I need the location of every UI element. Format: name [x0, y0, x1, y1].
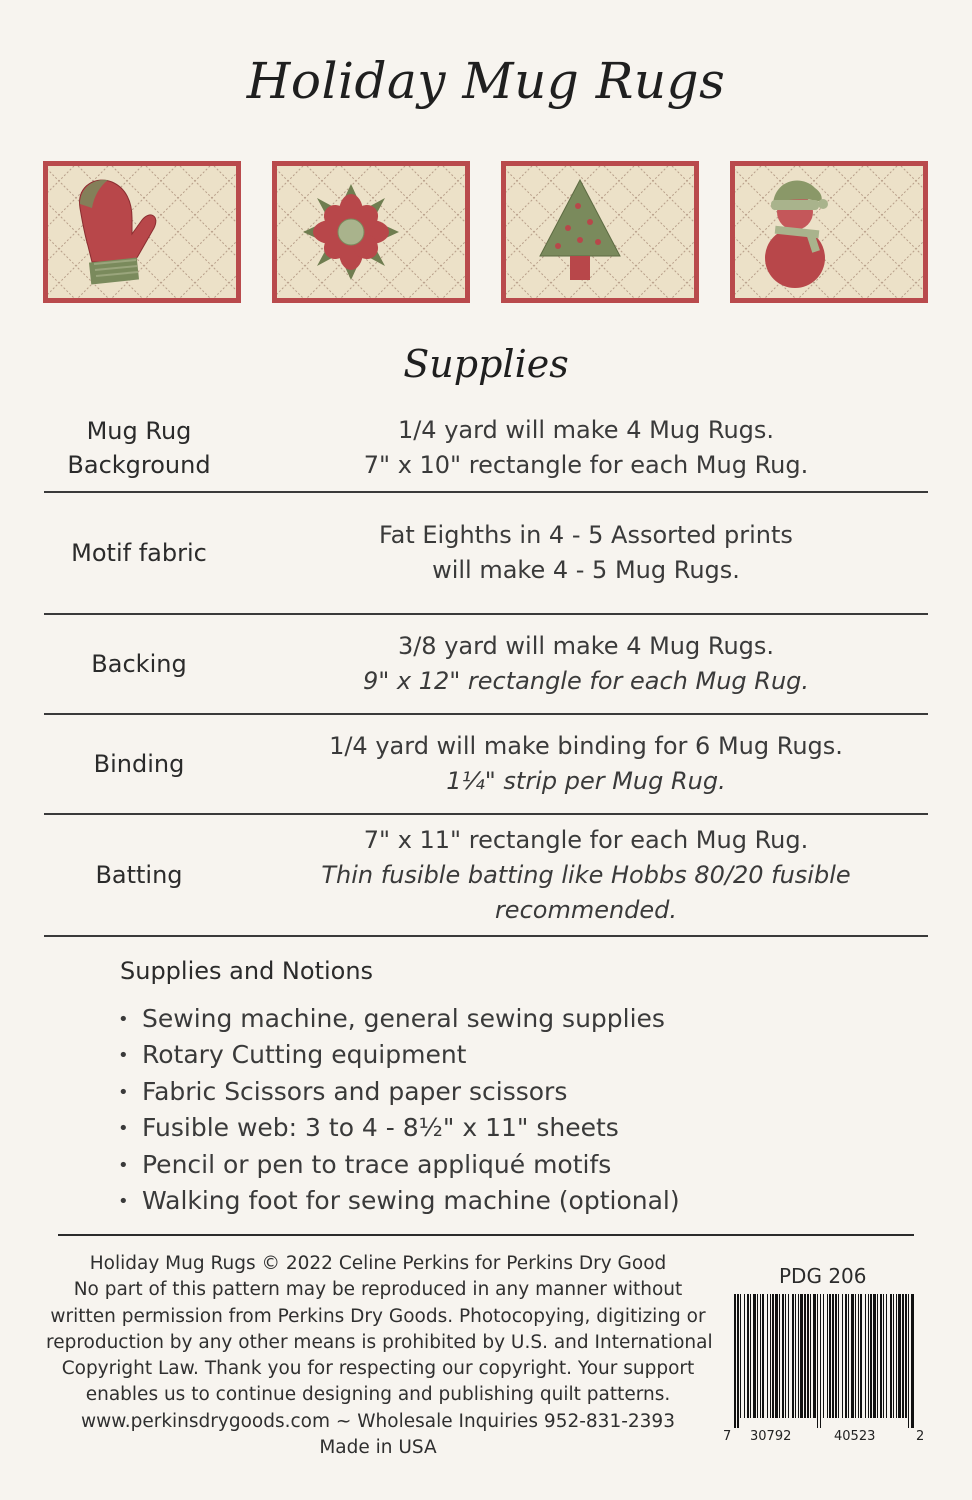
- barcode-digit-1: 30792: [750, 1429, 792, 1444]
- supply-row-backing: [44, 615, 928, 715]
- snowman-icon: [735, 166, 923, 298]
- supply-description: 3/8 yard will make 4 Mug Rugs. 9" x 12" rectangle for each Mug Rug.: [362, 632, 810, 695]
- poinsettia-mug-rug: [272, 161, 470, 303]
- supply-row-motif: [44, 493, 928, 615]
- list-item: • Sewing machine, general sewing supplies: [118, 1001, 680, 1037]
- barcode-digit-2: 40523: [834, 1429, 876, 1444]
- bullet-icon: •: [118, 1009, 129, 1030]
- list-item: • Fabric Scissors and paper scissors: [118, 1074, 680, 1110]
- barcode: [720, 1292, 925, 1446]
- supply-row-background: [44, 405, 928, 493]
- mitten-icon: [48, 166, 236, 298]
- list-item: • Fusible web: 3 to 4 - 8½" x 11" sheets: [118, 1110, 680, 1146]
- bullet-icon: •: [118, 1118, 129, 1140]
- supply-label: Mug Rug Background: [67, 417, 211, 479]
- supply-label: Motif fabric: [71, 539, 207, 567]
- notions-list: [118, 1001, 680, 1219]
- bullet-icon: •: [118, 1081, 129, 1103]
- snowman-mug-rug: [730, 161, 928, 303]
- supplies-heading: Supplies: [403, 342, 569, 386]
- bullet-icon: •: [118, 1191, 129, 1213]
- footer-divider: [58, 1234, 914, 1236]
- supply-row-binding: [44, 715, 928, 815]
- supply-description: Fat Eighths in 4 - 5 Assorted prints will make 4 - 5 Mug Rugs.: [379, 521, 793, 584]
- supply-label: Batting: [95, 861, 183, 889]
- list-item: • Pencil or pen to trace appliqué motifs: [118, 1147, 680, 1183]
- tree-mug-rug: [501, 161, 699, 303]
- barcode-icon: [720, 1292, 925, 1446]
- page-title: Holiday Mug Rugs: [246, 52, 726, 110]
- poinsettia-icon: [277, 166, 465, 298]
- list-item: • Rotary Cutting equipment: [118, 1037, 680, 1073]
- copyright-notice: Holiday Mug Rugs © 2022 Celine Perkins for Perkins Dry Good No part of this pattern may be reproduced in any manner without written permission from Perkins Dry Goods. Photocopying, digitizing or reproduction by any other means is prohibited by U.S. and International Copyright Law. Thank you for respecting our copyright. Your support enables us to continue designing and publishing quilt patterns. www.perkinsdrygoods.com ~ Wholesale Inquiries 952-831-2393 Made in USA: [46, 1253, 713, 1459]
- supply-row-batting: [44, 815, 928, 937]
- supply-description: 7" x 11" rectangle for each Mug Rug. Thin fusible batting like Hobbs 80/20 fusible recommended.: [321, 825, 851, 924]
- product-code: PDG 206: [779, 1264, 867, 1288]
- mitten-mug-rug: [43, 161, 241, 303]
- notions-title: Supplies and Notions: [120, 957, 374, 985]
- website-link[interactable]: www.perkinsdrygoods.com ~ Wholesale Inquiries 952-831-2393: [81, 1410, 675, 1432]
- supply-description: 1/4 yard will make binding for 6 Mug Rugs. 1¼" strip per Mug Rug.: [329, 732, 843, 795]
- mug-rug-gallery: [43, 161, 929, 303]
- list-item: • Walking foot for sewing machine (optional): [118, 1183, 680, 1219]
- supply-label: Binding: [93, 750, 185, 778]
- christmas-tree-icon: [506, 166, 694, 298]
- bullet-icon: •: [118, 1045, 129, 1067]
- supply-label: Backing: [91, 650, 187, 678]
- barcode-digit-3: 2: [916, 1429, 925, 1444]
- supply-description: 1/4 yard will make 4 Mug Rugs. 7" x 10" rectangle for each Mug Rug.: [363, 416, 809, 479]
- barcode-digit-0: 7: [723, 1429, 732, 1444]
- bullet-icon: •: [118, 1154, 129, 1176]
